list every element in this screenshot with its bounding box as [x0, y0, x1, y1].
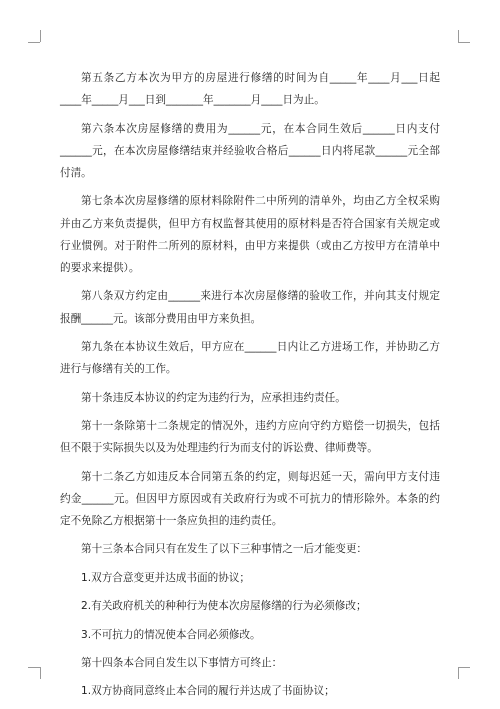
clause-14-item-1: 1.双方协商同意终止本合同的履行并达成了书面协议； [81, 685, 335, 698]
document-body [60, 67, 440, 709]
clause-13-item-1: 1.双方合意变更并达成书面的协议； [81, 571, 251, 584]
clause-7-paragraph: 第七条本次房屋修缮的原材料除附件二中所列的清单外，均由乙方全权采购并由乙方来负责提供，但甲方有权监督其使用的原材料是否符合国家有关规定或行业惯例。对于附件二所列的原材料，由甲方来提供（或由乙方按甲方在清单中的要求来提供）。 [60, 195, 440, 274]
clause-8-paragraph: 第八条双方约定由______来进行本次房屋修缮的验收工作，并向其支付规定报酬______元。该部分费用由甲方来负担。 [60, 290, 440, 325]
clause-6-paragraph: 第六条本次房屋修缮的费用为______元，在本合同生效后______日内支付______元，在本次房屋修缮结束并经验收合格后______日内将尾款______元全部付清。 [60, 122, 440, 179]
clause-13-paragraph: 第十三条本合同只有在发生了以下三种事情之一后才能变更： [81, 543, 368, 556]
clause-14-paragraph: 第十四条本合同自发生以下事情方可终止： [81, 656, 283, 669]
clause-12-paragraph: 第十二条乙方如违反本合同第五条的约定，则每迟延一天，需向甲方支付违约金______元。但因甲方原因或有关政府行为或不可抗力的情形除外。本条的约定不免除乙方根据第十一条应负担的违约责任。 [60, 470, 440, 527]
clause-9-paragraph: 第九条在本协议生效后，甲方应在______日内让乙方进场工作，并协助乙方进行与修缮有关的工作。 [60, 340, 440, 376]
clause-10-paragraph: 第十条违反本协议的约定为违约行为，应承担违约责任。 [81, 391, 346, 404]
clause-5-paragraph: 第五条乙方本次为甲方的房屋进行修缮的时间为自_____年____月___日起____年_____月___日到_______年_______月____日为止。 [60, 72, 440, 107]
clause-13-item-3: 3.不可抗力的情况使本合同必须修改。 [81, 628, 261, 641]
clause-11-paragraph: 第十一条除第十二条规定的情况外，违约方应向守约方赔偿一切损失，包括但不限于实际损失以及为处理违约行为而支付的诉讼费、律师费等。 [60, 419, 440, 455]
clause-13-item-2: 2.有关政府机关的种种行为使本次房屋修缮的行为必须修改； [81, 600, 367, 613]
